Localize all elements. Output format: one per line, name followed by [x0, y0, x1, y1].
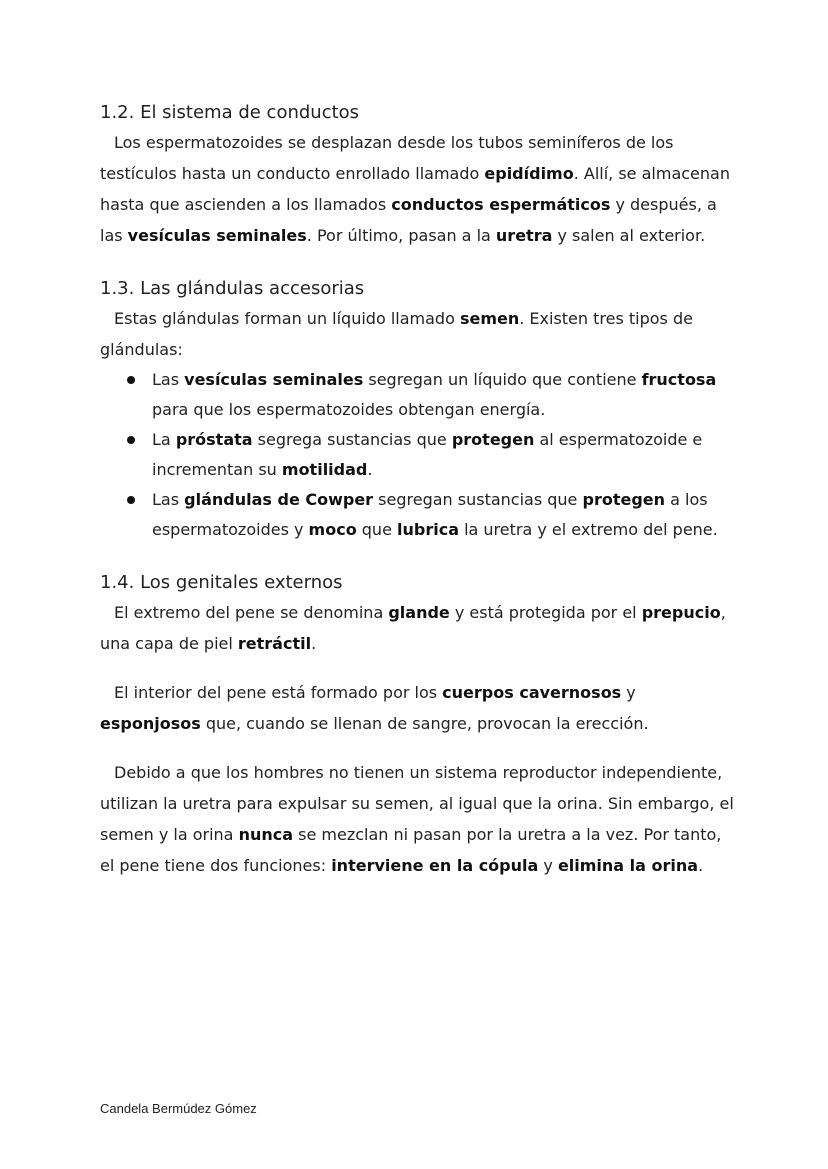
paragraph: Los espermatozoides se desplazan desde los tubos seminíferos de los testículos hasta un conducto enrollado llamado epidídimo. Allí, se almacenan hasta que ascienden a los llamados conductos espermáticos y después, a las vesículas seminales. Por último, pasan a la uretra y salen al exterior.	[100, 133, 730, 245]
bullet-icon	[127, 436, 135, 444]
list-item: Las vesículas seminales segregan un líquido que contiene fructosa para que los espermatozoides obtengan energía.	[124, 365, 740, 425]
list-item: Las glándulas de Cowper segregan sustancias que protegen a los espermatozoides y moco que lubrica la uretra y el extremo del pene.	[124, 485, 740, 545]
paragraph: Debido a que los hombres no tienen un sistema reproductor independiente, utilizan la uretra para expulsar su semen, al igual que la orina. Sin embargo, el semen y la orina nunca se mezclan ni pasan por la uretra a la vez. Por tanto, el pene tiene dos funciones: interviene en la cópula y elimina la orina.	[100, 763, 734, 875]
footer-author: Candela Bermúdez Gómez	[100, 1101, 257, 1116]
section-sistema-conductos	[100, 99, 740, 251]
section-heading: 1.3. Las glándulas accesorias	[100, 278, 365, 299]
section-genitales-externos	[100, 569, 740, 881]
section-heading: 1.2. El sistema de conductos	[100, 102, 360, 123]
paragraph: Estas glándulas forman un líquido llamado semen. Existen tres tipos de glándulas:	[100, 309, 693, 359]
bullet-icon	[127, 376, 135, 384]
document-body	[100, 99, 740, 881]
paragraph: El interior del pene está formado por los cuerpos cavernosos y esponjosos que, cuando se llenan de sangre, provocan la erección.	[100, 683, 649, 733]
gland-list	[100, 365, 740, 545]
list-item: La próstata segrega sustancias que protegen al espermatozoide e incrementan su motilidad.	[124, 425, 740, 485]
section-heading: 1.4. Los genitales externos	[100, 572, 343, 593]
bullet-icon	[127, 496, 135, 504]
paragraph: El extremo del pene se denomina glande y está protegida por el prepucio, una capa de piel retráctil.	[100, 603, 726, 653]
section-glandulas-accesorias	[100, 275, 740, 545]
